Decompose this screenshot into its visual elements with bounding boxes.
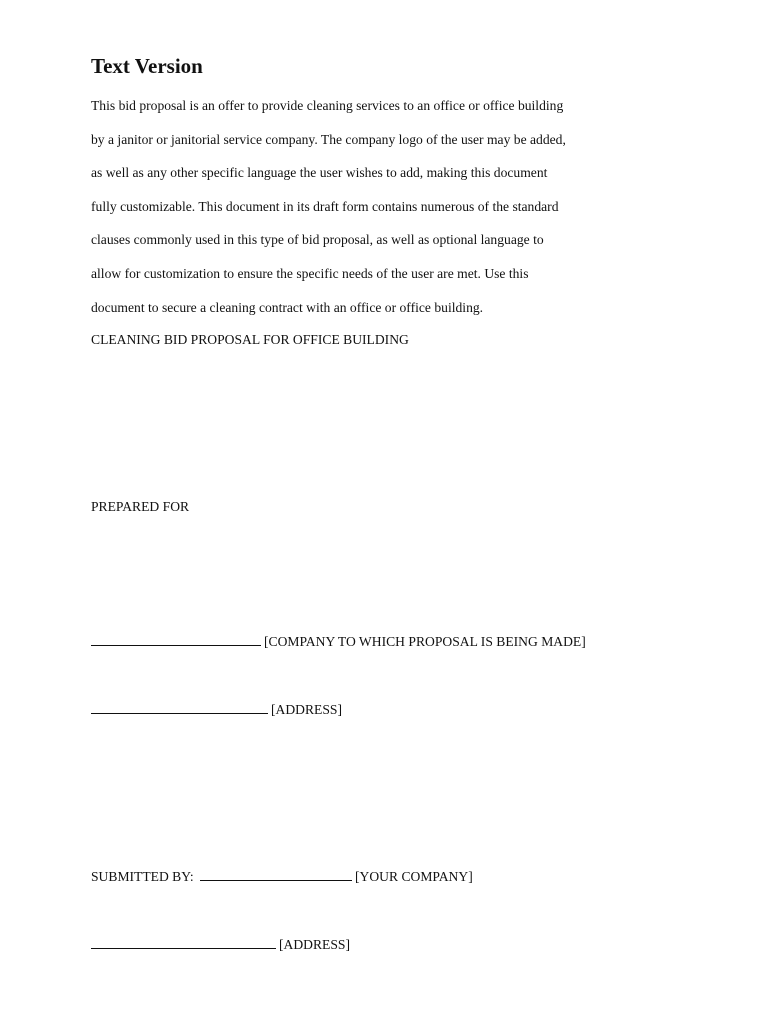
address-blank-1 xyxy=(91,701,268,714)
intro-paragraph xyxy=(91,89,651,324)
paragraph-line: This bid proposal is an offer to provide cleaning services to an office or office building xyxy=(91,98,564,113)
prepared-for-label: PREPARED FOR xyxy=(91,499,190,514)
submitted-by-label: SUBMITTED BY: xyxy=(91,869,194,884)
paragraph-line: allow for customization to ensure the specific needs of the user are met. Use this xyxy=(91,265,529,281)
paragraph-line: by a janitor or janitorial service company. The company logo of the user may be added, xyxy=(91,131,566,147)
address-placeholder-2: [ADDRESS] xyxy=(279,937,350,952)
your-company-placeholder: [YOUR COMPANY] xyxy=(355,869,473,884)
submitted-by-line xyxy=(91,868,473,885)
address-line-2 xyxy=(91,936,350,953)
paragraph-line: fully customizable. This document in its draft form contains numerous of the standard xyxy=(91,198,559,214)
address-line-1 xyxy=(91,701,342,718)
address-blank-2 xyxy=(91,936,276,949)
document-heading: Text Version xyxy=(91,54,203,78)
paragraph-line: as well as any other specific language the user wishes to add, making this document xyxy=(91,165,548,181)
address-placeholder-1: [ADDRESS] xyxy=(271,702,342,717)
paragraph-line: document to secure a cleaning contract with an office or office building. xyxy=(91,299,484,315)
your-company-blank xyxy=(200,868,352,881)
paragraph-line: clauses commonly used in this type of bid proposal, as well as optional language to xyxy=(91,232,544,248)
company-blank xyxy=(91,633,261,646)
proposal-title: CLEANING BID PROPOSAL FOR OFFICE BUILDING xyxy=(91,332,409,347)
company-placeholder: [COMPANY TO WHICH PROPOSAL IS BEING MADE] xyxy=(264,634,586,649)
company-line xyxy=(91,633,586,650)
